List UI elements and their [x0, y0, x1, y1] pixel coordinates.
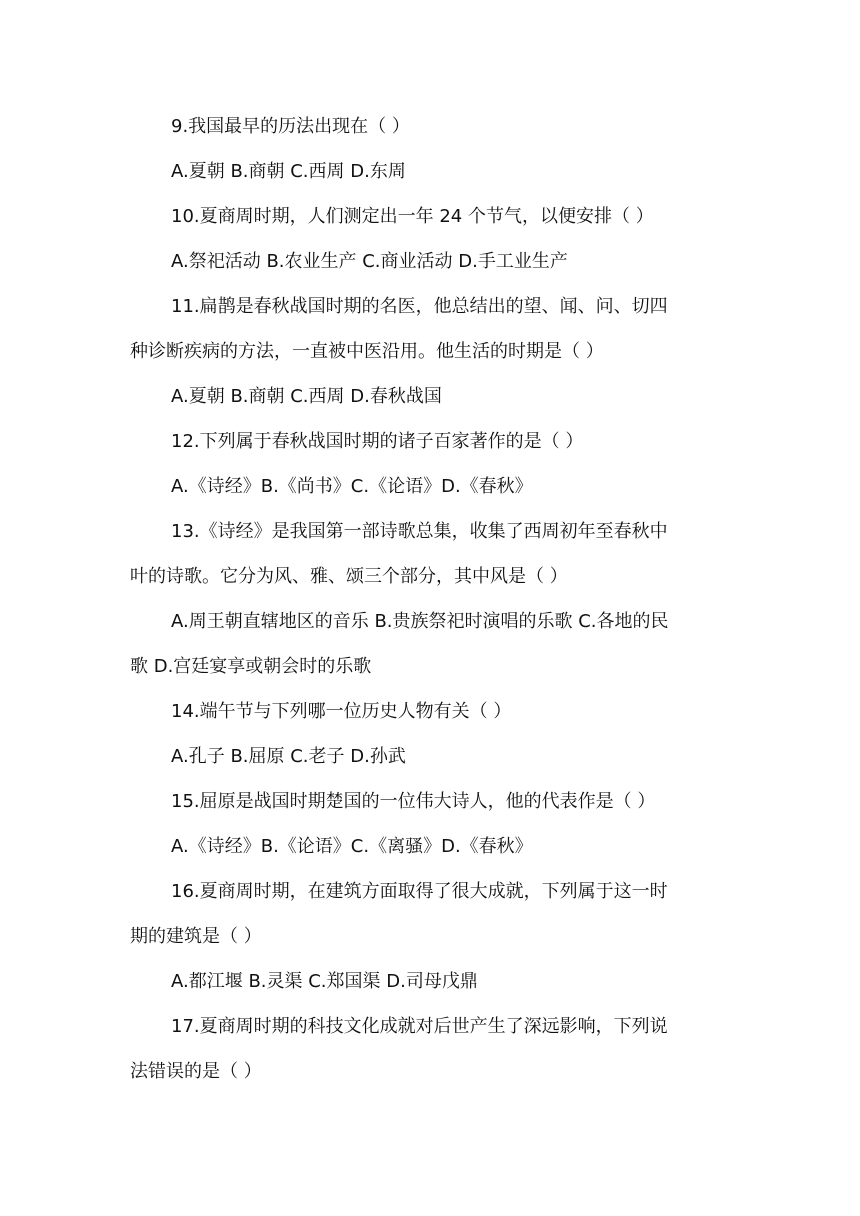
question-14-options: A.孔子 B.屈原 C.老子 D.孙武	[171, 746, 406, 767]
question-17-stem-line-2: 法错误的是（ ）	[130, 1061, 262, 1082]
question-10-options: A.祭祀活动 B.农业生产 C.商业活动 D.手工业生产	[171, 251, 568, 272]
question-17-stem-line-1: 17.夏商周时期的科技文化成就对后世产生了深远影响，下列说	[171, 1016, 668, 1037]
question-13-stem-line-1: 13.《诗经》是我国第一部诗歌总集，收集了西周初年至春秋中	[171, 521, 668, 542]
question-13-options-line-1: A.周王朝直辖地区的音乐 B.贵族祭祀时演唱的乐歌 C.各地的民	[171, 611, 669, 632]
question-10-stem: 10.夏商周时期，人们测定出一年 24 个节气，以便安排（ ）	[171, 206, 654, 227]
question-14-stem: 14.端午节与下列哪一位历史人物有关（ ）	[171, 701, 512, 722]
question-12-options: A.《诗经》B.《尚书》C.《论语》D.《春秋》	[171, 476, 533, 497]
question-15-options: A.《诗经》B.《论语》C.《离骚》D.《春秋》	[171, 836, 533, 857]
question-11-stem-line-1: 11.扁鹊是春秋战国时期的名医，他总结出的望、闻、问、切四	[171, 296, 668, 317]
question-12-stem: 12.下列属于春秋战国时期的诸子百家著作的是（ ）	[171, 431, 584, 452]
question-11-options: A.夏朝 B.商朝 C.西周 D.春秋战国	[171, 386, 442, 407]
question-13-options-line-2: 歌 D.宫廷宴享或朝会时的乐歌	[130, 656, 372, 677]
question-text-block	[130, 104, 730, 1094]
question-9-stem: 9.我国最早的历法出现在（ ）	[171, 116, 410, 137]
question-16-stem-line-1: 16.夏商周时期，在建筑方面取得了很大成就，下列属于这一时	[171, 881, 668, 902]
question-15-stem: 15.屈原是战国时期楚国的一位伟大诗人，他的代表作是（ ）	[171, 791, 656, 812]
question-13-stem-line-2: 叶的诗歌。它分为风、雅、颂三个部分，其中风是（ ）	[130, 566, 568, 587]
question-11-stem-line-2: 种诊断疾病的方法，一直被中医沿用。他生活的时期是（ ）	[130, 341, 604, 362]
question-16-stem-line-2: 期的建筑是（ ）	[130, 926, 262, 947]
question-9-options: A.夏朝 B.商朝 C.西周 D.东周	[171, 161, 406, 182]
question-16-options: A.都江堰 B.灵渠 C.郑国渠 D.司母戊鼎	[171, 971, 478, 992]
